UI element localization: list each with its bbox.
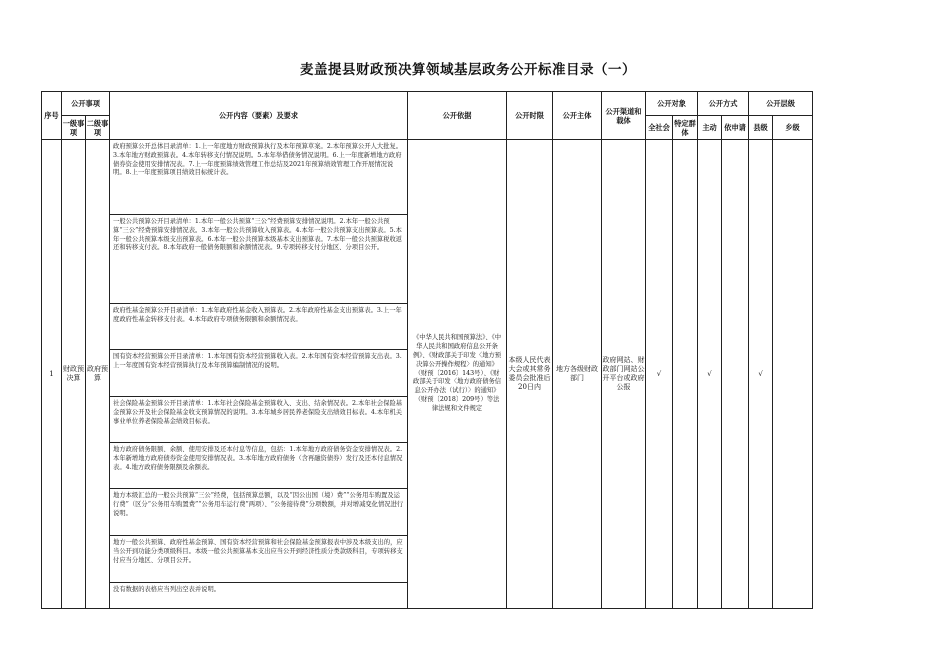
requirement-cell: 没有数据的表格应当列出空表并说明。 — [110, 583, 408, 609]
header-period: 公开时限 — [507, 92, 553, 140]
header-target-group: 公开对象 — [646, 92, 698, 116]
header-level-group: 公开层级 — [749, 92, 813, 116]
cell-method-request — [722, 140, 749, 609]
header-level-county: 县级 — [749, 116, 773, 140]
header-level-township: 乡级 — [773, 116, 813, 140]
header-basis: 公开依据 — [408, 92, 507, 140]
requirement-cell: 一般公共预算公开目录清单：1.本年一般公共预算“三公”经费预算安排情况说明。2.本年一般公共预算“三公”经费预算安排情况表。3.本年一般公共预算收入预算表。4.本年一般公共预算支出预算表。5.本年一般公共预算本级支出预算表。6.本年一般公共预算本级基本支出预算表。7.本年一般公共预算税收返还和转移支付表。8.本年政府一般债务限额和余额情况表。9.专项转移支付分地区、分项目公开。 — [110, 215, 408, 304]
tick-level-county: √ — [749, 140, 773, 609]
header-level2: 二级事项 — [86, 116, 110, 140]
header-channel: 公开渠道和载体 — [602, 92, 646, 140]
header-items-group: 公开事项 — [62, 92, 110, 116]
header-method-group: 公开方式 — [698, 92, 749, 116]
requirement-cell: 地方一般公共预算、政府性基金预算、国有资本经营预算和社会保险基金预算报表中涉及本级支出的，应当公开到功能分类项级科目。本级一般公共预算基本支出应当公开到经济性质分类款级科目，专项转移支付应当分地区、分项目公开。 — [110, 536, 408, 583]
header-subject: 公开主体 — [553, 92, 602, 140]
requirement-cell: 政府性基金预算公开目录清单：1.本年政府性基金收入预算表。2.本年政府性基金支出预算表。3.上一年度政府性基金转移支付表。4.本年政府专项债务限额和余额情况表。 — [110, 304, 408, 350]
tick-target-all: √ — [646, 140, 673, 609]
row-period: 本级人民代表大会或其常务委员会批准后20日内 — [507, 140, 553, 609]
header-level1: 一级事项 — [62, 116, 86, 140]
header-method-active: 主动 — [698, 116, 722, 140]
requirement-cell: 地方政府债务限额、余额、使用安排及还本付息等信息，包括：1.本年地方政府债务资金安排情况表。2.本年新增地方政府债券资金使用安排情况表。3.本年地方政府债务（含再融资债券）发行及还本付息情况表。4.地方政府债务限额及余额表。 — [110, 443, 408, 489]
header-content: 公开内容（要素）及要求 — [110, 92, 408, 140]
cell-level-township — [773, 140, 813, 609]
row-level2: 政府预算 — [86, 140, 110, 609]
row-level1: 财政预决算 — [62, 140, 86, 609]
requirement-cell: 地方本级汇总的一般公共预算“三公”经费，包括预算总额，以及“因公出国（境）费”“公务用车购置及运行费”（区分“公务用车购置费”“公务用车运行费”两项）、“公务接待费”分项数额，并对增减变化情况进行说明。 — [110, 489, 408, 536]
header-target-all: 全社会 — [646, 116, 673, 140]
row-channel: 政府网站、财政部门网站公开平台或政府公报 — [602, 140, 646, 609]
header-method-request: 依申请 — [722, 116, 749, 140]
catalog-table — [41, 91, 813, 609]
header-seq: 序号 — [42, 92, 62, 140]
requirement-cell: 国有资本经营预算公开目录清单：1.本年国有资本经营预算收入表。2.本年国有资本经营预算支出表。3.上一年度国有资本经营预算执行及本年预算编制情况的说明。 — [110, 350, 408, 397]
row-seq: 1 — [42, 140, 62, 609]
row-subject: 地方各级财政部门 — [553, 140, 602, 609]
row-basis: 《中华人民共和国预算法》、《中华人民共和国政府信息公开条例》、《财政部关于印发〈地方预决算公开操作规程〉的通知》（财预〔2016〕143号）、《财政部关于印发〈地方政府债务信息公开办法（试行）〉的通知》（财预〔2018〕209号）等法律法规和文件规定 — [408, 140, 507, 609]
cell-target-specific — [673, 140, 698, 609]
header-target-specific: 特定群体 — [673, 116, 698, 140]
requirement-cell: 政府预算公开总体目录清单：1.上一年度地方财政预算执行及本年预算草案。2.本年预算公开人大批复。3.本年地方财政预算表。4.本年转移支付情况说明。5.本年举借债务情况说明。6.上一年度新增地方政府债券资金使用安排情况表。7.上一年度预算绩效管理工作总结及2021年预算绩效管理工作开展情况说明。8.上一年度预算项目绩效目标统计表。 — [110, 140, 408, 215]
requirement-cell: 社会保险基金预算公开目录清单：1.本年社会保险基金预算收入、支出、结余情况表。2.本年社会保险基金预算公开及社会保险基金收支预算情况的说明。3.本年城乡居民养老保险支出绩效目标表。4.本年机关事业单位养老保险基金绩效目标表。 — [110, 397, 408, 443]
page-title: 麦盖提县财政预决算领域基层政务公开标准目录（一） — [300, 62, 636, 78]
tick-method-active: √ — [698, 140, 722, 609]
